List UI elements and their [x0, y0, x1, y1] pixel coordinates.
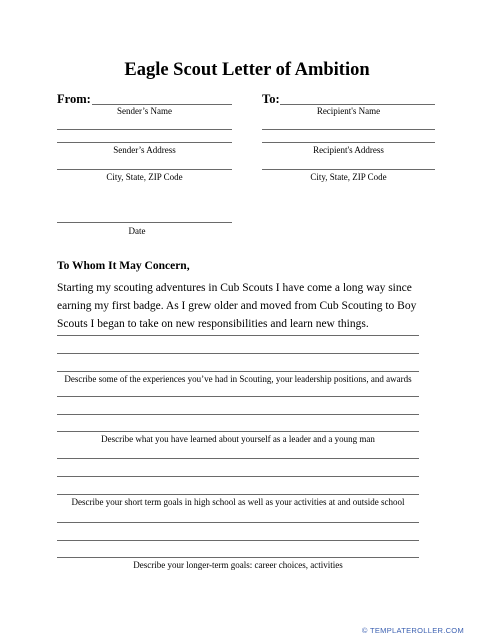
sender-name-caption: Sender’s Name [116, 106, 173, 116]
short-term-prompt: Describe your short term goals in high school as well as your activities at and outside school [71, 497, 405, 507]
recipient-city-field[interactable] [262, 169, 435, 170]
long-term-line-1[interactable] [57, 522, 419, 523]
sender-address-caption: Sender’s Address [113, 145, 176, 155]
recipient-city-caption: City, State, ZIP Code [310, 172, 387, 182]
sender-address-line-1[interactable] [57, 129, 232, 130]
intro-paragraph: Starting my scouting adventures in Cub Scouts I have come a long way since earning my first badge. As I grew older and moved from Cub Scouting to Boy Scouts I began to take on new responsibilities and learn new things. [57, 282, 417, 330]
experience-line-2[interactable] [57, 353, 419, 354]
recipient-address-line-2[interactable] [262, 142, 435, 143]
experience-line-3[interactable] [57, 371, 419, 372]
sender-name-field[interactable] [92, 104, 232, 105]
long-term-prompt: Describe your longer-term goals: career choices, activities [133, 560, 343, 570]
to-label: To: [262, 92, 280, 106]
date-caption: Date [128, 226, 146, 236]
leadership-line-3[interactable] [57, 431, 419, 432]
recipient-name-field[interactable] [280, 104, 435, 105]
sender-city-field[interactable] [57, 169, 232, 170]
short-term-line-1[interactable] [57, 458, 419, 459]
greeting: To Whom It May Concern, [57, 260, 190, 272]
leadership-line-1[interactable] [57, 396, 419, 397]
recipient-address-line-1[interactable] [262, 129, 435, 130]
leadership-prompt: Describe what you have learned about yourself as a leader and a young man [101, 434, 375, 444]
date-field[interactable] [57, 222, 232, 223]
sender-address-line-2[interactable] [57, 142, 232, 143]
leadership-line-2[interactable] [57, 414, 419, 415]
footer-brand[interactable]: © TEMPLATEROLLER.COM [361, 626, 464, 635]
from-label: From: [57, 92, 91, 106]
experience-prompt: Describe some of the experiences you’ve had in Scouting, your leadership positions, and awards [64, 374, 412, 384]
short-term-line-3[interactable] [57, 494, 419, 495]
page-title: Eagle Scout Letter of Ambition [124, 60, 370, 80]
recipient-address-caption: Recipient's Address [313, 145, 384, 155]
experience-line-1[interactable] [57, 335, 419, 336]
long-term-line-2[interactable] [57, 540, 419, 541]
sender-city-caption: City, State, ZIP Code [106, 172, 183, 182]
recipient-name-caption: Recipient's Name [316, 106, 381, 116]
short-term-line-2[interactable] [57, 476, 419, 477]
long-term-line-3[interactable] [57, 557, 419, 558]
